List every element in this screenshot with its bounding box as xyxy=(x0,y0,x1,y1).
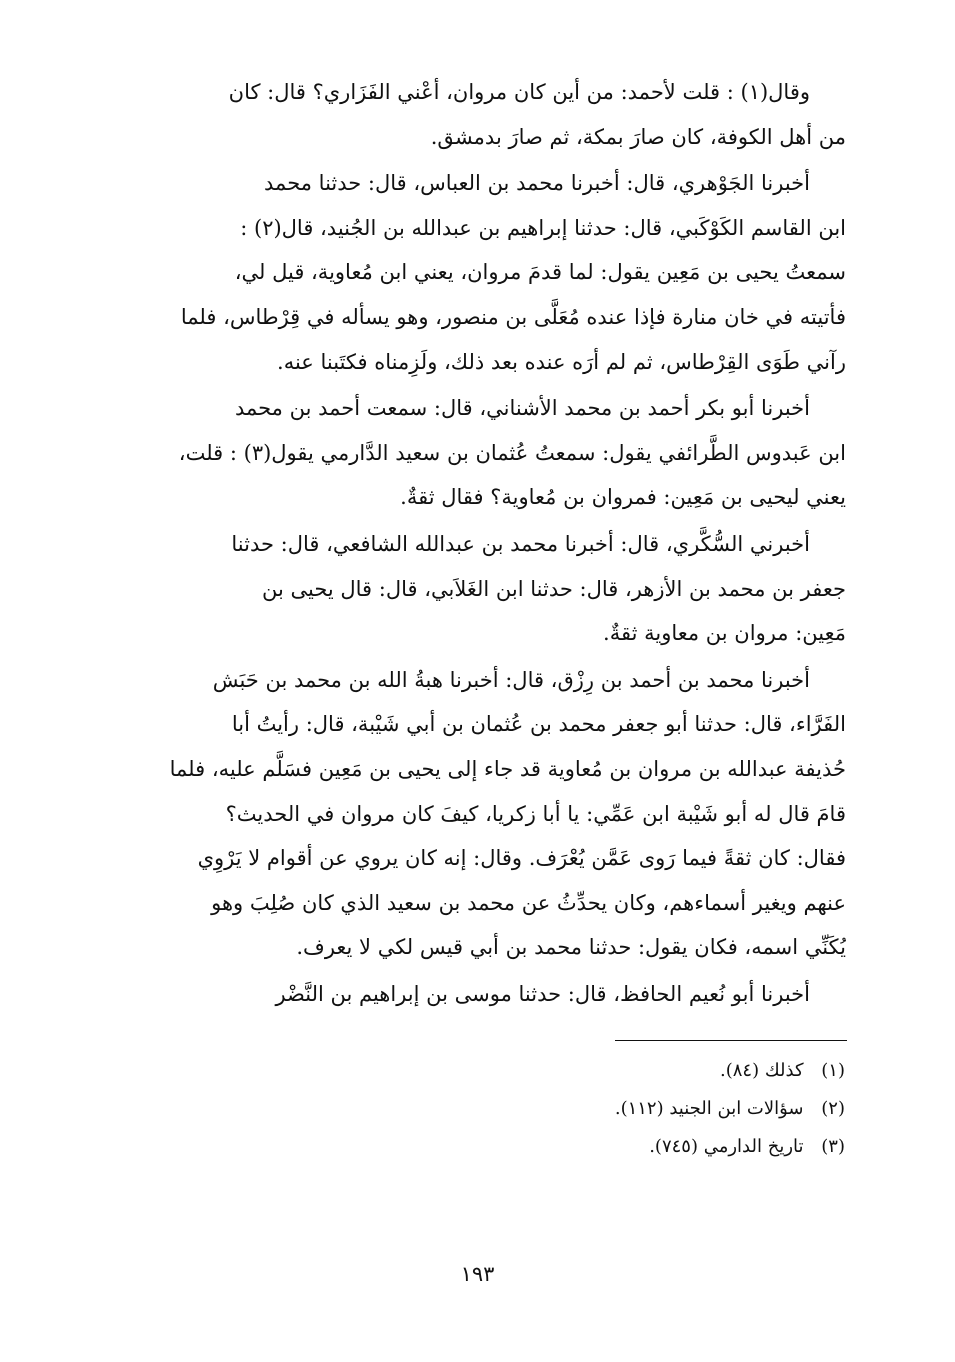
text-line: أخبرني السُّكَّري، قال: أخبرنا محمد بن عبدالله الشافعي، قال: حدثنا xyxy=(231,531,810,556)
paragraph-2 xyxy=(128,161,846,384)
text-line: أخبرنا الجَوْهري، قال: أخبرنا محمد بن العباس، قال: حدثنا محمد xyxy=(264,171,810,196)
text-line: الفَرَّاء، قال: حدثنا أبو جعفر محمد بن عُثمان بن أبي شَيْبة، قال: رأيتُ أبا xyxy=(231,712,846,737)
footnote-number: (٣) xyxy=(821,1136,845,1157)
text-line: وقال(١) : قلت لأحمد: من أين كان مروان، أعْني الفَزَاري؟ قال: كان xyxy=(228,80,810,104)
paragraph-4 xyxy=(128,522,846,656)
text-line: عنهم ويغير أسماءهم، وكان يحدِّثُ عن محمد بن سعيد الذي كان صُلِبَ وهو xyxy=(211,890,846,915)
text-line: فقال: كان ثقةً فيما رَوى عَمَّن يُعْرَف. وقال: إنه كان يروي عن أقوام لا يَرْوِي xyxy=(197,846,846,871)
footnote-text: كذلك (٨٤). xyxy=(720,1060,804,1081)
footnote-number: (١) xyxy=(821,1060,845,1081)
footnotes xyxy=(445,1052,845,1166)
paragraph-3 xyxy=(128,386,846,520)
text-line: ابن القاسم الكَوْكَبي، قال: حدثنا إبراهيم بن عبدالله بن الجُنيد، قال(٢) : xyxy=(240,215,846,240)
text-line: يعني ليحيى بن مَعِين: فمروان بن مُعاوية؟ فقال ثقةٌ. xyxy=(400,485,846,510)
text-line: قامَ قال له أبو شَيْبة ابن عَمِّي: يا أبا زكريا، كيفَ كان مروان في الحديث؟ xyxy=(225,801,846,826)
text-line: أخبرنا أبو بكر أحمد بن محمد الأشناني، قال: سمعت أحمد بن محمد xyxy=(234,396,810,421)
text-line: من أهل الكوفة، كان صارَ بمكة، ثم صارَ بدمشق. xyxy=(430,124,846,149)
footnote-divider xyxy=(615,1040,847,1041)
text-line: أخبرنا محمد بن أحمد بن رِزْق، قال: أخبرنا هبةُ الله بن محمد بن حَبَش xyxy=(212,667,810,692)
text-line: جعفر بن محمد بن الأزهر، قال: حدثنا ابن الغَلاَبي، قال: قال يحيى بن xyxy=(261,576,846,601)
paragraph-5 xyxy=(128,658,846,970)
footnote-text: تاريخ الدارمي (٧٤٥). xyxy=(649,1136,804,1157)
text-line: يُكَنِّي اسمه، فكان يقول: حدثنا محمد بن أبي قيس لكي لا يعرف. xyxy=(296,935,846,960)
page-body xyxy=(128,70,846,1016)
text-line: أخبرنا أبو نُعيم الحافظ، قال: حدثنا موسى بن إبراهيم بن النَّضْر xyxy=(275,981,810,1006)
footnote-text: سؤالات ابن الجنيد (١١٢). xyxy=(614,1098,804,1119)
text-line: رآني طَوَى القِرْطاس، ثم لم أرَه عنده بعد ذلك، ولَزِمناه فكتَبنا عنه. xyxy=(277,349,846,374)
footnote-2 xyxy=(445,1090,845,1128)
text-line: فأتيته في خان منارة فإذا عنده مُعَلَّى بن منصور، وهو يسأله في قِرْطاس، فلما xyxy=(180,304,846,329)
text-line: حُذيفة عبدالله بن مروان بن مُعاوية قد جاء إلى يحيى بن مَعِين فسَلَّم عليه، فلما xyxy=(169,756,846,781)
paragraph-1 xyxy=(128,70,846,159)
footnote-1 xyxy=(445,1052,845,1090)
text-line: مَعِين: مروان بن معاوية ثقةٌ. xyxy=(603,621,846,646)
footnote-number: (٢) xyxy=(821,1098,845,1119)
footnote-3 xyxy=(445,1128,845,1166)
text-line: ابن عَبدوس الطَّرائفي يقول: سمعتُ عُثمان بن سعيد الدَّارمي يقول(٣) : قلت، xyxy=(178,440,846,465)
paragraph-6 xyxy=(128,972,846,1017)
text-line: سمعتُ يحيى بن مَعِين يقول: لما قدمَ مروان، يعني ابن مُعاوية، قيل لي، xyxy=(234,260,846,285)
page-number: ١٩٣ xyxy=(460,1262,495,1286)
